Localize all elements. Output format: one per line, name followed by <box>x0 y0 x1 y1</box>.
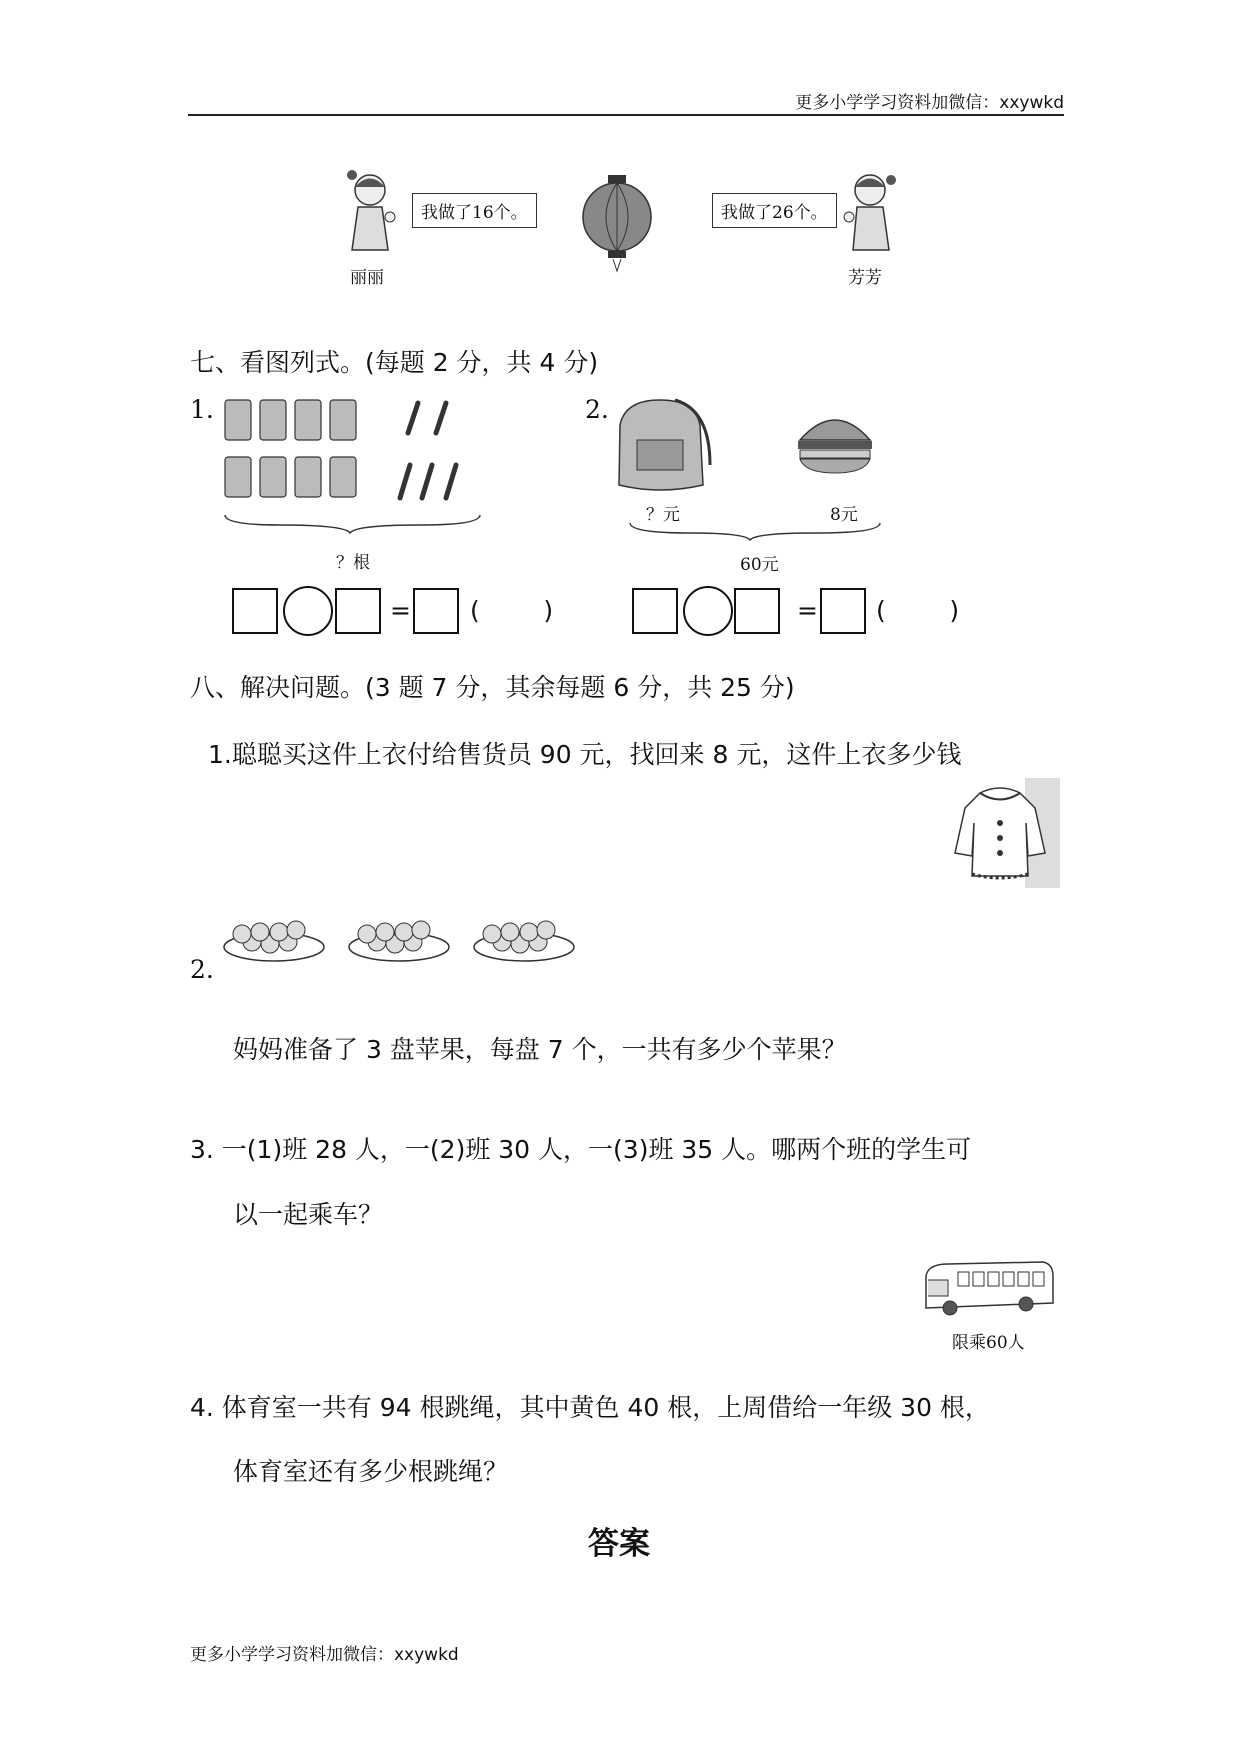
section8-q3-line2: 以一起乘车？ <box>233 1200 384 1229</box>
backpack-icon <box>619 400 710 490</box>
section8-q2-text: 妈妈准备了 3 盘苹果，每盘 7 个，一共有多少个苹果？ <box>233 1035 847 1064</box>
unit-paren-1[interactable]: ( ) <box>470 596 554 625</box>
section8-q4-line2: 体育室还有多少根跳绳？ <box>233 1457 509 1486</box>
answer-heading: 答案 <box>588 1526 650 1562</box>
operator-circle-1[interactable] <box>283 586 333 636</box>
apple-plate <box>224 921 324 961</box>
section8-q4-line1: 4. 体育室一共有 94 根跳绳，其中黄色 40 根，上周借给一年级 30 根， <box>190 1393 990 1422</box>
footer-text: 更多小学学习资料加微信：xxywkd <box>190 1645 459 1665</box>
answer-box-2b[interactable] <box>734 588 780 634</box>
unit-paren-2[interactable]: ( ) <box>876 596 960 625</box>
section7-q1-label: ？根 <box>336 553 370 573</box>
girl-right-speech: 我做了26个。 <box>712 193 837 228</box>
girl-right-icon <box>835 165 905 260</box>
girl-left-name: 丽丽 <box>350 268 384 288</box>
section8-q3-line1: 3. 一(1)班 28 人，一(2)班 30 人，一(3)班 35 人。哪两个班的学生可 <box>190 1135 972 1164</box>
girl-left-icon <box>340 165 410 260</box>
lantern-icon <box>580 175 655 275</box>
coat-icon <box>950 778 1060 888</box>
section8-title: 八、解决问题。(3 题 7 分，其余每题 6 分，共 25 分) <box>190 673 795 702</box>
section8-q2-number: 2. <box>190 955 214 984</box>
section7-title: 七、看图列式。(每题 2 分，共 4 分) <box>190 348 599 377</box>
equals-sign-2: = <box>797 596 818 625</box>
bus-label: 限乘60人 <box>952 1333 1025 1353</box>
stick-bundles-icon <box>220 395 490 540</box>
apple-plate <box>474 921 574 961</box>
apple-plates-icon <box>222 912 582 972</box>
section7-q2-label-total: 60元 <box>740 555 779 575</box>
section7-q1-number: 1. <box>190 395 214 424</box>
section7-q2-label-left: ？元 <box>646 505 680 525</box>
girl-right-name: 芳芳 <box>848 268 882 288</box>
girl-left-speech: 我做了16个。 <box>412 193 537 228</box>
bus-icon <box>918 1258 1058 1320</box>
answer-box-1c[interactable] <box>413 588 459 634</box>
section7-q2-number: 2. <box>585 395 609 424</box>
header-text: 更多小学学习资料加微信：xxywkd <box>795 93 1064 113</box>
equals-sign-1: = <box>390 596 411 625</box>
burger-icon <box>798 420 872 473</box>
answer-box-1a[interactable] <box>232 588 278 634</box>
apple-plate <box>349 921 449 961</box>
section8-q1: 1.聪聪买这件上衣付给售货员 90 元，找回来 8 元，这件上衣多少钱 <box>208 740 962 769</box>
answer-box-1b[interactable] <box>335 588 381 634</box>
section7-q2-label-right: 8元 <box>830 505 858 525</box>
header-rule <box>188 114 1064 116</box>
top-illustration <box>330 165 910 295</box>
answer-box-2a[interactable] <box>632 588 678 634</box>
operator-circle-2[interactable] <box>683 586 733 636</box>
answer-box-2c[interactable] <box>820 588 866 634</box>
